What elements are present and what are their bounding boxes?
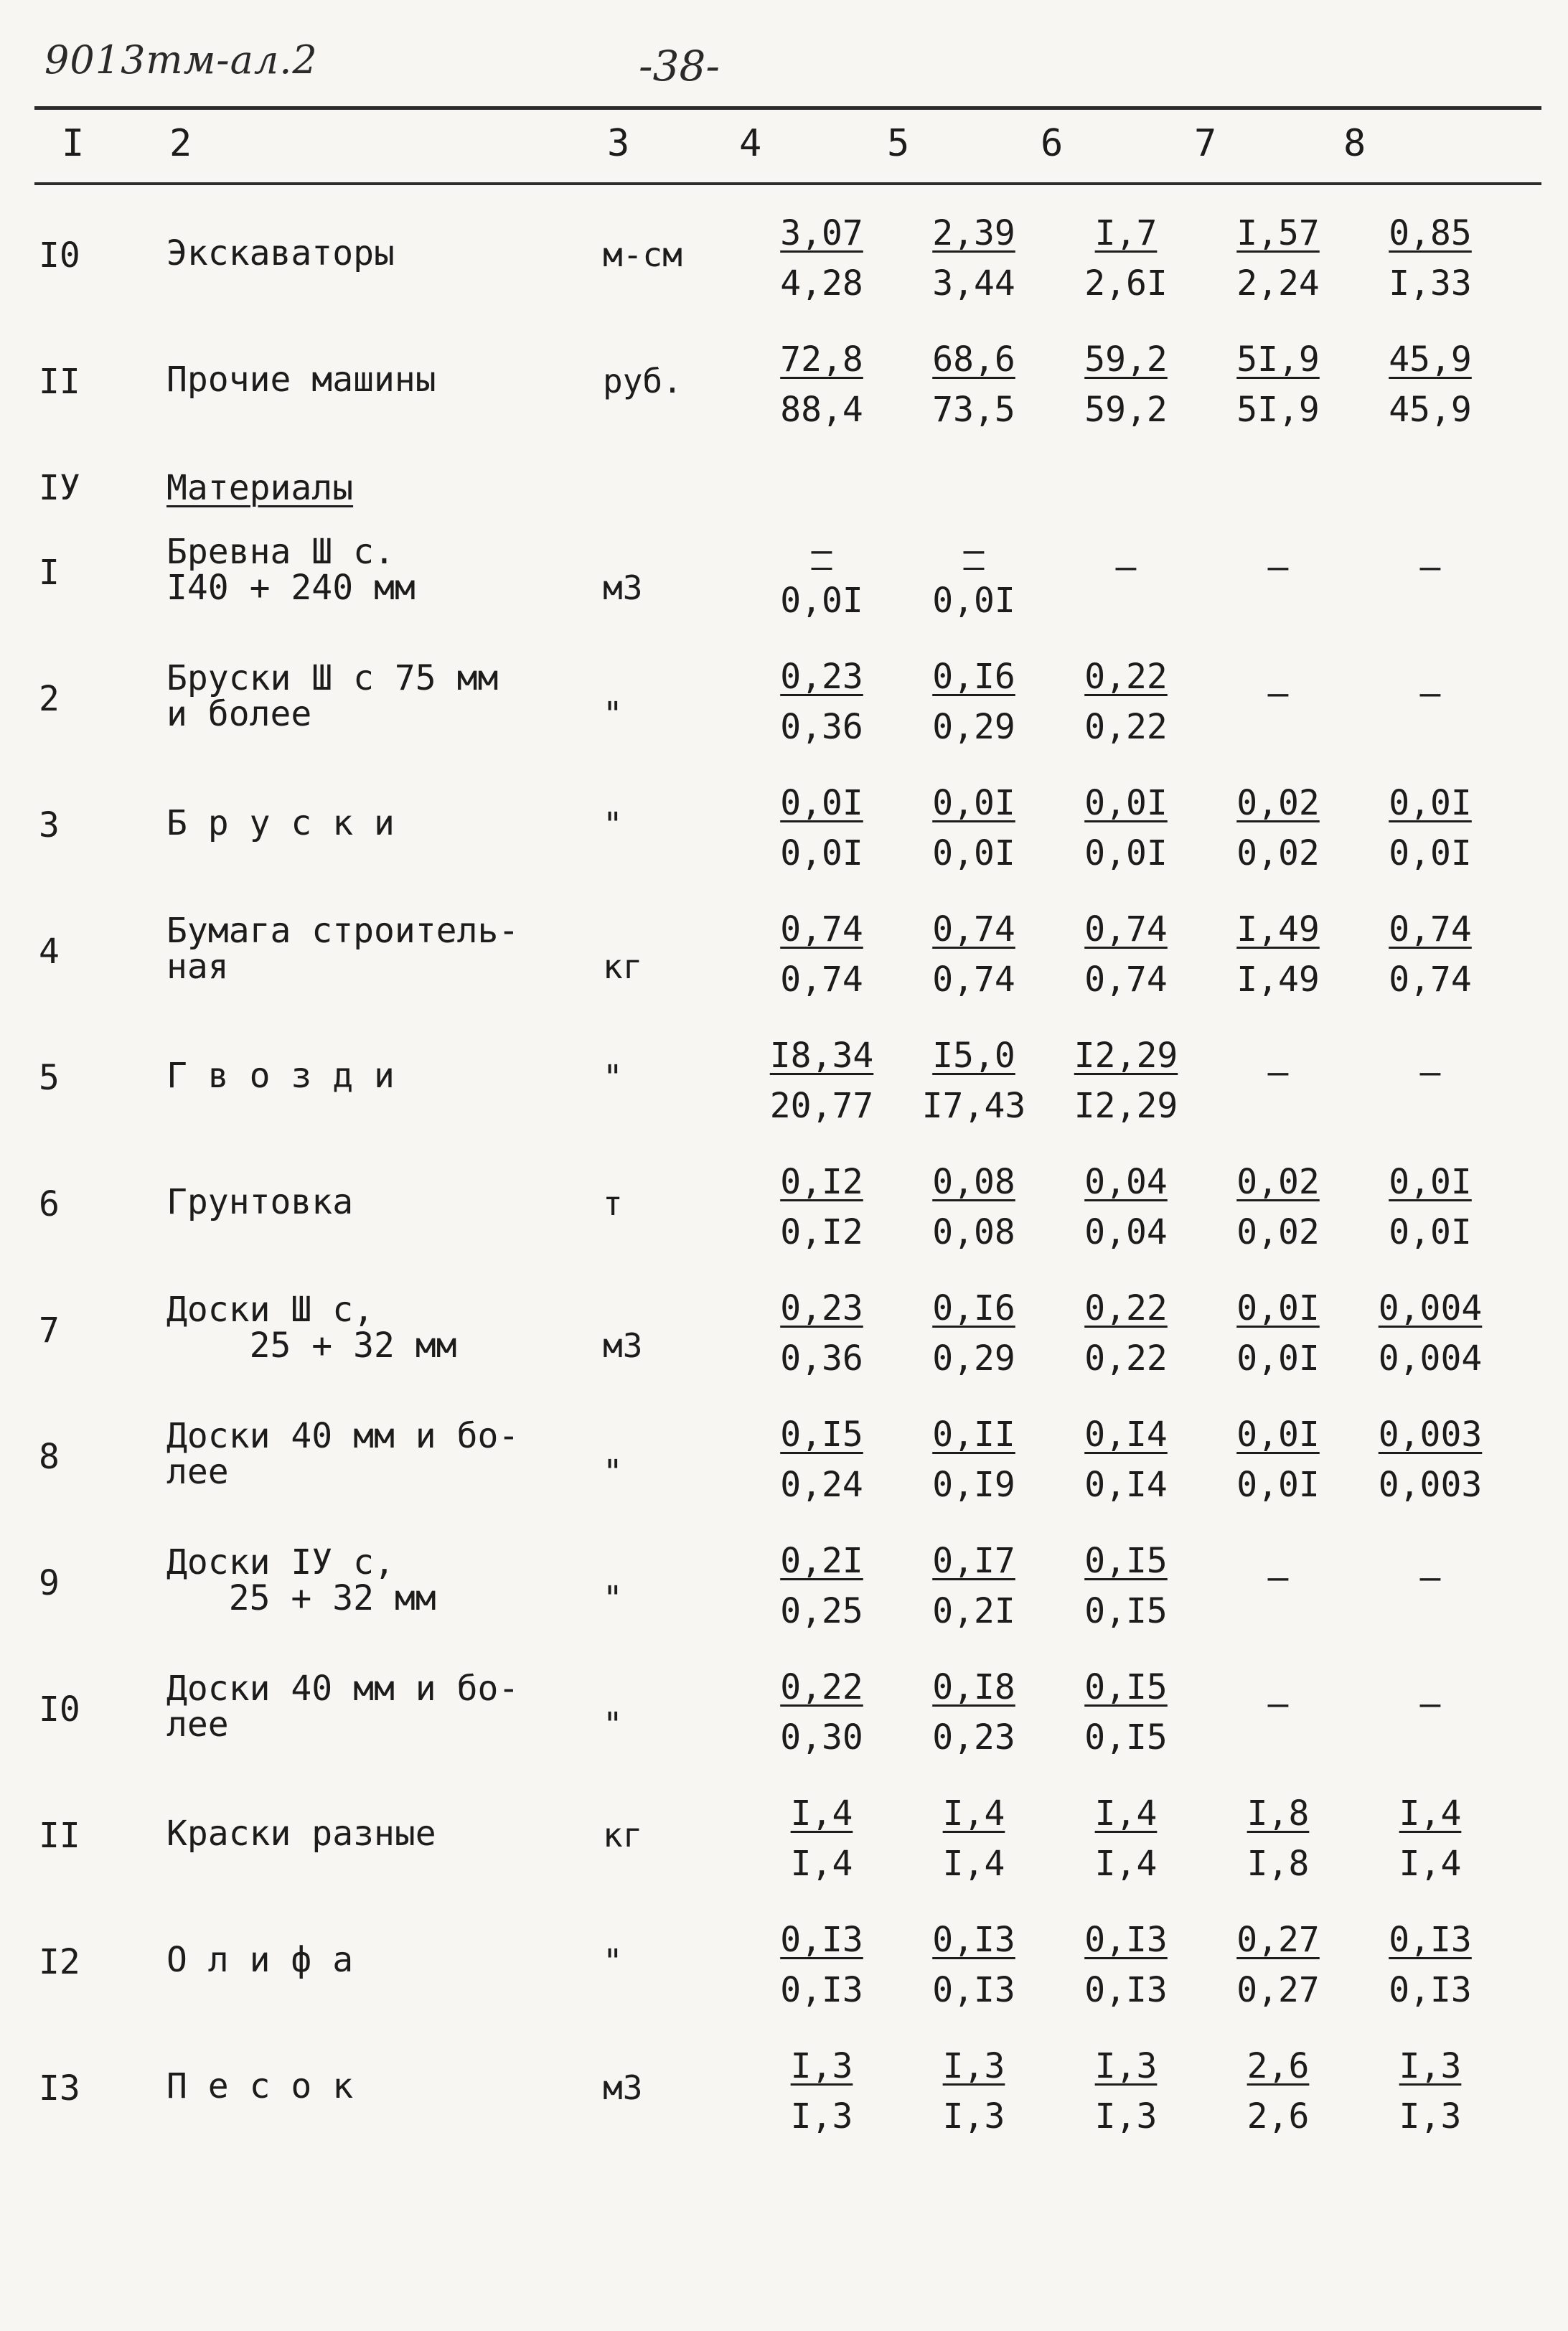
value-numerator: –	[963, 530, 985, 571]
value-cell	[1058, 1662, 1194, 1763]
value-denominator: 0,I3	[1084, 1970, 1168, 2010]
value-cell	[906, 1283, 1042, 1384]
value-numerator: 0,74	[1084, 909, 1168, 949]
value-numerator: I,3	[790, 2046, 853, 2086]
row-number: 9	[39, 1563, 60, 1603]
value-cell	[754, 208, 890, 309]
value-denominator: 0,74	[932, 960, 1015, 1000]
row-name: Краски разные	[166, 1814, 436, 1854]
empty-value-dash: –	[1267, 673, 1289, 713]
row-number: 7	[39, 1310, 60, 1351]
value-cell	[906, 525, 1042, 626]
column-header-8: 8	[1343, 122, 1366, 165]
value-denominator: 0,I2	[780, 1212, 863, 1252]
value-numerator: 2,39	[932, 213, 1015, 253]
value-numerator: 0,I3	[1084, 1920, 1168, 1960]
value-numerator: I,8	[1247, 1793, 1310, 1834]
value-cell	[906, 1157, 1042, 1257]
value-numerator: I8,34	[769, 1036, 874, 1076]
row-unit: "	[603, 1579, 623, 1618]
document-code: 9013тм-ал.2	[44, 37, 318, 83]
row-name: Доски Ш с, 25 + 32 мм	[166, 1290, 457, 1366]
value-cell	[1362, 1788, 1498, 1889]
value-cell	[906, 1788, 1042, 1889]
value-numerator: 0,23	[780, 657, 863, 697]
value-cell	[1362, 1283, 1498, 1384]
row-name: Бруски Ш с 75 мм и более	[166, 658, 499, 734]
value-numerator: 0,0I	[1236, 1415, 1320, 1455]
row-name: Доски 40 мм и бо- лее	[166, 1669, 520, 1745]
value-denominator: 0,08	[932, 1212, 1015, 1252]
table-row	[0, 1283, 1568, 1410]
row-number: 3	[39, 805, 60, 845]
value-cell	[1058, 1788, 1194, 1889]
value-denominator: 0,02	[1236, 1212, 1320, 1252]
row-name: Б р у с к и	[166, 803, 395, 843]
value-cell	[906, 2041, 1042, 2142]
value-denominator: 2,6	[1247, 2096, 1310, 2137]
value-numerator: 0,02	[1236, 783, 1320, 823]
value-numerator: 0,I4	[1084, 1415, 1168, 1455]
empty-value-dash: –	[1419, 1557, 1441, 1598]
value-cell	[1362, 778, 1498, 878]
value-numerator: 0,I2	[780, 1162, 863, 1202]
value-cell	[1058, 208, 1194, 309]
value-numerator: 0,85	[1389, 213, 1472, 253]
value-cell	[754, 652, 890, 752]
value-numerator: 0,I3	[932, 1920, 1015, 1960]
value-denominator: 0,24	[780, 1465, 863, 1505]
value-denominator: 0,2I	[932, 1591, 1015, 1631]
value-cell	[754, 2041, 890, 2142]
value-numerator: 0,003	[1378, 1415, 1483, 1455]
column-header-3: 3	[607, 122, 630, 165]
value-numerator: 0,2I	[780, 1541, 863, 1581]
value-denominator: 3,44	[932, 263, 1015, 304]
value-denominator: 0,36	[780, 707, 863, 747]
column-header-2: 2	[169, 122, 192, 165]
value-cell	[1058, 1410, 1194, 1510]
value-cell	[1210, 1410, 1346, 1510]
row-number: II	[39, 362, 80, 402]
row-unit: "	[603, 1058, 623, 1097]
row-name: Бревна Ш с. I40 + 240 мм	[166, 532, 416, 608]
value-cell	[906, 1031, 1042, 1131]
value-cell	[906, 778, 1042, 878]
value-cell	[1362, 208, 1498, 309]
value-cell	[1058, 2041, 1194, 2142]
value-numerator: 0,0I	[932, 783, 1015, 823]
row-name: Бумага строитель- ная	[166, 911, 520, 987]
column-header-4: 4	[739, 122, 762, 165]
value-cell	[754, 1915, 890, 2015]
value-cell	[906, 1410, 1042, 1510]
empty-value-dash: –	[1267, 1684, 1289, 1724]
value-denominator: 0,0I	[780, 833, 863, 873]
value-numerator: 0,22	[1084, 657, 1168, 697]
value-denominator: 0,I3	[932, 1970, 1015, 2010]
value-denominator: 0,0I	[1389, 833, 1472, 873]
value-numerator: 0,04	[1084, 1162, 1168, 1202]
row-unit: "	[603, 805, 623, 844]
value-denominator: I,4	[1399, 1844, 1462, 1884]
row-number: I2	[39, 1942, 80, 1982]
value-cell	[1362, 2041, 1498, 2142]
value-denominator: 0,74	[1084, 960, 1168, 1000]
row-unit: "	[603, 1705, 623, 1744]
value-cell	[906, 904, 1042, 1005]
value-numerator: I,4	[1094, 1793, 1158, 1834]
value-denominator: I,33	[1389, 263, 1472, 304]
value-denominator: 0,30	[780, 1717, 863, 1758]
value-numerator: 3,07	[780, 213, 863, 253]
table-row	[0, 904, 1568, 1031]
table-row	[0, 1788, 1568, 1915]
value-denominator: 73,5	[932, 390, 1015, 430]
value-cell	[1058, 1031, 1194, 1131]
value-numerator: I,4	[1399, 1793, 1462, 1834]
value-cell	[1058, 904, 1194, 1005]
row-unit: м3	[603, 2068, 643, 2107]
value-denominator: I,3	[1399, 2096, 1462, 2137]
row-number: II	[39, 1816, 80, 1856]
value-denominator: 2,6I	[1084, 263, 1168, 304]
value-denominator: I7,43	[921, 1086, 1026, 1126]
value-denominator: 0,I5	[1084, 1591, 1168, 1631]
value-numerator: 0,74	[1389, 909, 1472, 949]
value-cell	[1058, 1157, 1194, 1257]
table-row	[0, 1662, 1568, 1788]
table-row	[0, 334, 1568, 461]
table-row	[0, 1031, 1568, 1157]
value-denominator: I,8	[1247, 1844, 1310, 1884]
value-denominator: 0,74	[780, 960, 863, 1000]
value-denominator: 0,003	[1378, 1465, 1483, 1505]
value-numerator: 0,74	[932, 909, 1015, 949]
value-cell	[1210, 208, 1346, 309]
value-numerator: 0,II	[932, 1415, 1015, 1455]
value-denominator: 2,24	[1236, 263, 1320, 304]
value-cell	[906, 334, 1042, 435]
value-cell	[906, 652, 1042, 752]
row-name: Экскаваторы	[166, 233, 395, 273]
value-cell	[1362, 1915, 1498, 2015]
row-unit: "	[603, 1453, 623, 1491]
value-numerator: I,49	[1236, 909, 1320, 949]
value-cell	[1362, 1157, 1498, 1257]
value-denominator: 20,77	[769, 1086, 874, 1126]
value-numerator: 0,004	[1378, 1288, 1483, 1328]
row-number: 6	[39, 1184, 60, 1224]
value-cell	[1210, 1283, 1346, 1384]
table-top-rule	[34, 106, 1541, 110]
row-number: 2	[39, 679, 60, 719]
value-numerator: I,3	[942, 2046, 1005, 2086]
value-denominator: 0,29	[932, 1338, 1015, 1379]
value-cell	[1058, 652, 1194, 752]
value-denominator: 0,74	[1389, 960, 1472, 1000]
value-numerator: 0,I7	[932, 1541, 1015, 1581]
value-cell	[1058, 334, 1194, 435]
value-numerator: 0,I5	[1084, 1541, 1168, 1581]
value-denominator: 0,0I	[932, 833, 1015, 873]
value-numerator: 45,9	[1389, 339, 1472, 380]
row-unit: "	[603, 695, 623, 733]
value-numerator: I,7	[1094, 213, 1158, 253]
value-denominator: 59,2	[1084, 390, 1168, 430]
table-row	[0, 652, 1568, 778]
empty-value-dash: –	[1419, 673, 1441, 713]
value-denominator: I,4	[790, 1844, 853, 1884]
row-unit: руб.	[603, 362, 682, 400]
value-numerator: 72,8	[780, 339, 863, 380]
table-row	[0, 208, 1568, 334]
value-cell	[1058, 1283, 1194, 1384]
value-numerator: 0,I8	[932, 1667, 1015, 1707]
value-numerator: –	[811, 530, 832, 571]
value-denominator: 0,0I	[1236, 1338, 1320, 1379]
value-cell	[1210, 1157, 1346, 1257]
value-cell	[906, 208, 1042, 309]
value-numerator: 0,I3	[1389, 1920, 1472, 1960]
value-denominator: 0,29	[932, 707, 1015, 747]
row-number: I0	[39, 1689, 80, 1730]
empty-value-dash: –	[1267, 547, 1289, 587]
table-row	[0, 1157, 1568, 1283]
value-cell	[754, 1157, 890, 1257]
row-unit: м3	[603, 1326, 643, 1365]
value-numerator: I,3	[1399, 2046, 1462, 2086]
empty-value-dash: –	[1419, 547, 1441, 587]
value-numerator: 68,6	[932, 339, 1015, 380]
value-denominator: 0,0I	[1084, 833, 1168, 873]
row-number: I0	[39, 235, 80, 276]
value-cell	[906, 1915, 1042, 2015]
value-numerator: 0,0I	[1389, 783, 1472, 823]
value-numerator: 0,I6	[932, 1288, 1015, 1328]
row-number: I3	[39, 2068, 80, 2109]
value-cell	[754, 1410, 890, 1510]
section-number: IУ	[39, 468, 80, 508]
row-name: П е с о к	[166, 2066, 354, 2106]
table-row	[0, 1410, 1568, 1536]
value-numerator: 5I,9	[1236, 339, 1320, 380]
row-name: О л и ф а	[166, 1940, 354, 1980]
row-unit: кг	[603, 947, 643, 986]
value-denominator: 0,0I	[932, 581, 1015, 621]
row-name: Прочие машины	[166, 360, 436, 400]
value-cell	[1210, 2041, 1346, 2142]
column-header-6: 6	[1041, 122, 1064, 165]
value-denominator: 0,I9	[932, 1465, 1015, 1505]
row-number: 8	[39, 1437, 60, 1477]
value-cell	[754, 1788, 890, 1889]
value-cell	[1362, 904, 1498, 1005]
value-numerator: I,4	[790, 1793, 853, 1834]
table-header-rule	[34, 182, 1541, 185]
value-cell	[1210, 778, 1346, 878]
value-cell	[1210, 904, 1346, 1005]
value-cell	[754, 1031, 890, 1131]
value-denominator: I,3	[790, 2096, 853, 2137]
row-number: 5	[39, 1058, 60, 1098]
value-numerator: 59,2	[1084, 339, 1168, 380]
value-cell	[1058, 778, 1194, 878]
value-denominator: 0,27	[1236, 1970, 1320, 2010]
value-denominator: 0,I5	[1084, 1717, 1168, 1758]
column-header-1: I	[62, 122, 85, 165]
section-title: Материалы	[166, 468, 354, 508]
value-numerator: 0,0I	[1084, 783, 1168, 823]
value-denominator: 0,04	[1084, 1212, 1168, 1252]
row-unit: м-см	[603, 235, 682, 274]
value-denominator: 0,22	[1084, 1338, 1168, 1379]
value-denominator: 0,I4	[1084, 1465, 1168, 1505]
table-row	[0, 2041, 1568, 2167]
value-denominator: 0,25	[780, 1591, 863, 1631]
value-cell	[1058, 1915, 1194, 2015]
row-unit: "	[603, 1942, 623, 1981]
value-denominator: 0,I3	[780, 1970, 863, 2010]
value-cell	[754, 334, 890, 435]
value-cell	[1362, 1410, 1498, 1510]
empty-value-dash: –	[1267, 1052, 1289, 1092]
value-denominator: 5I,9	[1236, 390, 1320, 430]
value-denominator: 0,0I	[1389, 1212, 1472, 1252]
value-cell	[754, 525, 890, 626]
value-denominator: I2,29	[1074, 1086, 1178, 1126]
row-number: 4	[39, 932, 60, 972]
value-numerator: 0,74	[780, 909, 863, 949]
value-denominator: I,3	[942, 2096, 1005, 2137]
value-denominator: I,49	[1236, 960, 1320, 1000]
value-numerator: I,3	[1094, 2046, 1158, 2086]
value-numerator: 0,0I	[780, 783, 863, 823]
value-numerator: 0,I5	[780, 1415, 863, 1455]
value-cell	[754, 1536, 890, 1636]
value-numerator: 2,6	[1247, 2046, 1310, 2086]
table-row	[0, 525, 1568, 652]
value-numerator: I,4	[942, 1793, 1005, 1834]
value-numerator: 0,0I	[1389, 1162, 1472, 1202]
value-numerator: 0,23	[780, 1288, 863, 1328]
value-denominator: I,4	[1094, 1844, 1158, 1884]
value-numerator: 0,I3	[780, 1920, 863, 1960]
value-cell	[754, 778, 890, 878]
value-denominator: 0,02	[1236, 833, 1320, 873]
value-denominator: I,4	[942, 1844, 1005, 1884]
empty-value-dash: –	[1419, 1052, 1441, 1092]
value-numerator: 0,27	[1236, 1920, 1320, 1960]
value-cell	[1362, 334, 1498, 435]
value-denominator: 4,28	[780, 263, 863, 304]
row-unit: кг	[603, 1816, 643, 1854]
page-number: -38-	[639, 42, 720, 90]
value-cell	[754, 904, 890, 1005]
value-cell	[906, 1662, 1042, 1763]
value-numerator: 0,22	[780, 1667, 863, 1707]
table-row	[0, 1915, 1568, 2041]
value-denominator: I,3	[1094, 2096, 1158, 2137]
value-cell	[1210, 1788, 1346, 1889]
value-denominator: 0,36	[780, 1338, 863, 1379]
value-numerator: 0,I5	[1084, 1667, 1168, 1707]
column-header-7: 7	[1194, 122, 1217, 165]
value-cell	[1210, 334, 1346, 435]
value-denominator: 45,9	[1389, 390, 1472, 430]
value-numerator: 0,22	[1084, 1288, 1168, 1328]
row-name: Грунтовка	[166, 1182, 354, 1222]
value-denominator: 0,0I	[1236, 1465, 1320, 1505]
value-numerator: I2,29	[1074, 1036, 1178, 1076]
value-numerator: I,57	[1236, 213, 1320, 253]
empty-value-dash: –	[1267, 1557, 1289, 1598]
table-row	[0, 1536, 1568, 1662]
value-cell	[1058, 1536, 1194, 1636]
value-denominator: 0,004	[1378, 1338, 1483, 1379]
value-cell	[754, 1283, 890, 1384]
value-denominator: 88,4	[780, 390, 863, 430]
row-unit: т	[603, 1184, 623, 1223]
row-name: Доски 40 мм и бо- лее	[166, 1416, 520, 1492]
row-name: Г в о з д и	[166, 1056, 395, 1096]
value-denominator: 0,0I	[780, 581, 863, 621]
empty-value-dash: –	[1115, 547, 1137, 587]
value-numerator: 0,0I	[1236, 1288, 1320, 1328]
value-denominator: 0,I3	[1389, 1970, 1472, 2010]
row-name: Доски IУ с, 25 + 32 мм	[166, 1542, 436, 1618]
value-numerator: I5,0	[932, 1036, 1015, 1076]
value-denominator: 0,23	[932, 1717, 1015, 1758]
row-unit: м3	[603, 568, 643, 607]
value-cell	[754, 1662, 890, 1763]
table-row	[0, 778, 1568, 904]
value-numerator: 0,02	[1236, 1162, 1320, 1202]
value-cell	[906, 1536, 1042, 1636]
value-cell	[1210, 1915, 1346, 2015]
empty-value-dash: –	[1419, 1684, 1441, 1724]
value-denominator: 0,22	[1084, 707, 1168, 747]
column-header-5: 5	[887, 122, 910, 165]
value-numerator: 0,08	[932, 1162, 1015, 1202]
value-numerator: 0,I6	[932, 657, 1015, 697]
row-number: I	[39, 553, 60, 593]
